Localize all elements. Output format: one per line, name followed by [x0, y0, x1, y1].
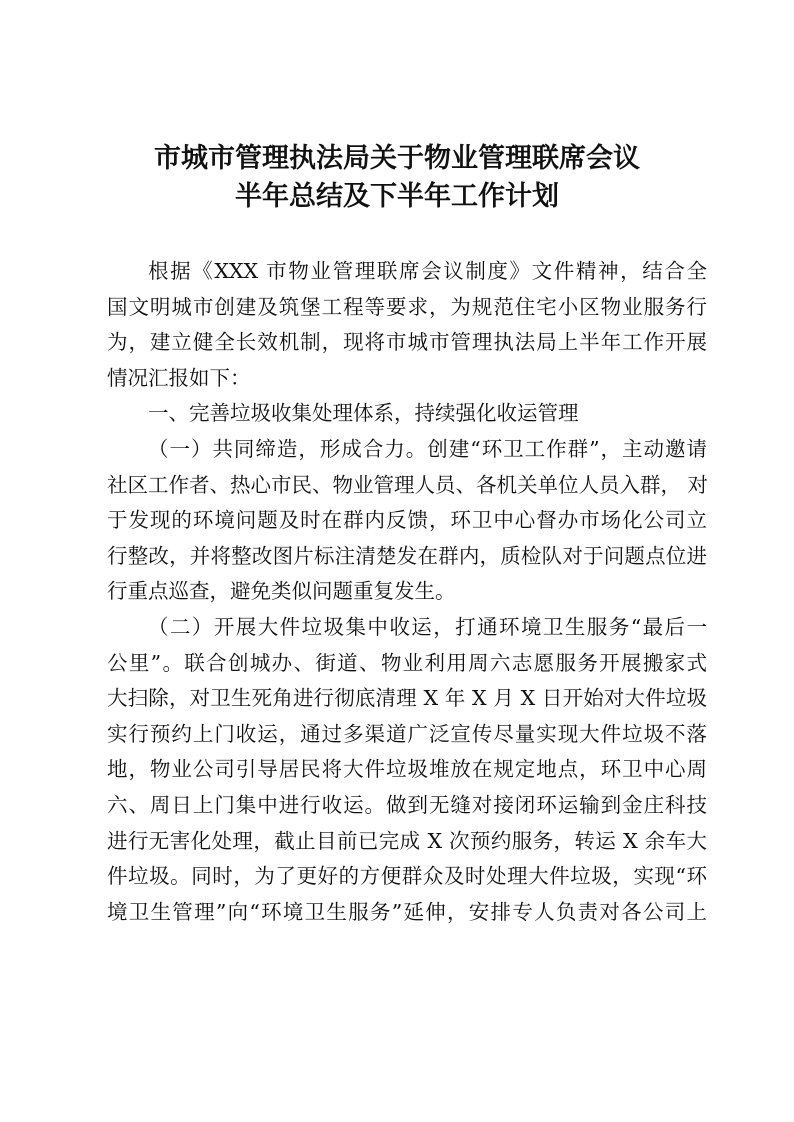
body-text-line: 一、完善垃圾收集处理体系，持续强化收运管理 [148, 401, 579, 426]
body-text-line: 根据《XXX 市物业管理联席会议制度》文件精神，结合全 [148, 259, 707, 283]
body-text-line: 进行无害化处理，截止目前已完成 X 次预约服务，转运 X 余车大 [107, 828, 707, 853]
body-text-line: 件垃圾。同时，为了更好的方便群众及时处理大件垃圾，实现“环 [107, 864, 707, 889]
body-text-line: （二）开展大件垃圾集中收运，打通环境卫生服务“最后一 [148, 614, 707, 639]
body-text-line: 地，物业公司引导居民将大件垃圾堆放在规定地点，环卫中心周 [107, 757, 707, 782]
body-text-line: 国文明城市创建及筑堡工程等要求，为规范住宅小区物业服务行 [107, 294, 707, 319]
body-text-line: 于发现的环境问题及时在群内反馈，环卫中心督办市场化公司立 [107, 508, 707, 533]
body-text-line: 实行预约上门收运，通过多渠道广泛宣传尽量实现大件垃圾不落 [107, 721, 707, 746]
body-text-line: 公里”。联合创城办、街道、物业利用周六志愿服务开展搬家式 [107, 650, 707, 675]
document-title-line-2: 半年总结及下半年工作计划 [235, 181, 559, 212]
body-text-line: 行整改，并将整改图片标注清楚发在群内，质检队对于问题点位进 [107, 543, 707, 568]
document-title-line-1: 市城市管理执法局关于物业管理联席会议 [154, 143, 640, 174]
body-text-line: 六、周日上门集中进行收运。做到无缝对接闭环运输到金庄科技 [107, 792, 707, 817]
body-text-line: （一）共同缔造，形成合力。创建“环卫工作群”，主动邀请 [148, 436, 707, 461]
body-text-line: 社区工作者、热心市民、物业管理人员、各机关单位人员入群， 对 [107, 472, 709, 497]
document-body [107, 254, 707, 930]
body-text-line: 境卫生管理”向“环境卫生服务”延伸，安排专人负责对各公司上 [107, 899, 707, 924]
body-text-line: 行重点巡查，避免类似问题重复发生。 [107, 579, 456, 604]
body-text-line: 大扫除，对卫生死角进行彻底清理 X 年 X 月 X 日开始对大件垃圾 [107, 686, 707, 711]
body-text-line: 情况汇报如下： [107, 365, 251, 390]
body-text-line: 为，建立健全长效机制，现将市城市管理执法局上半年工作开展 [107, 330, 707, 355]
